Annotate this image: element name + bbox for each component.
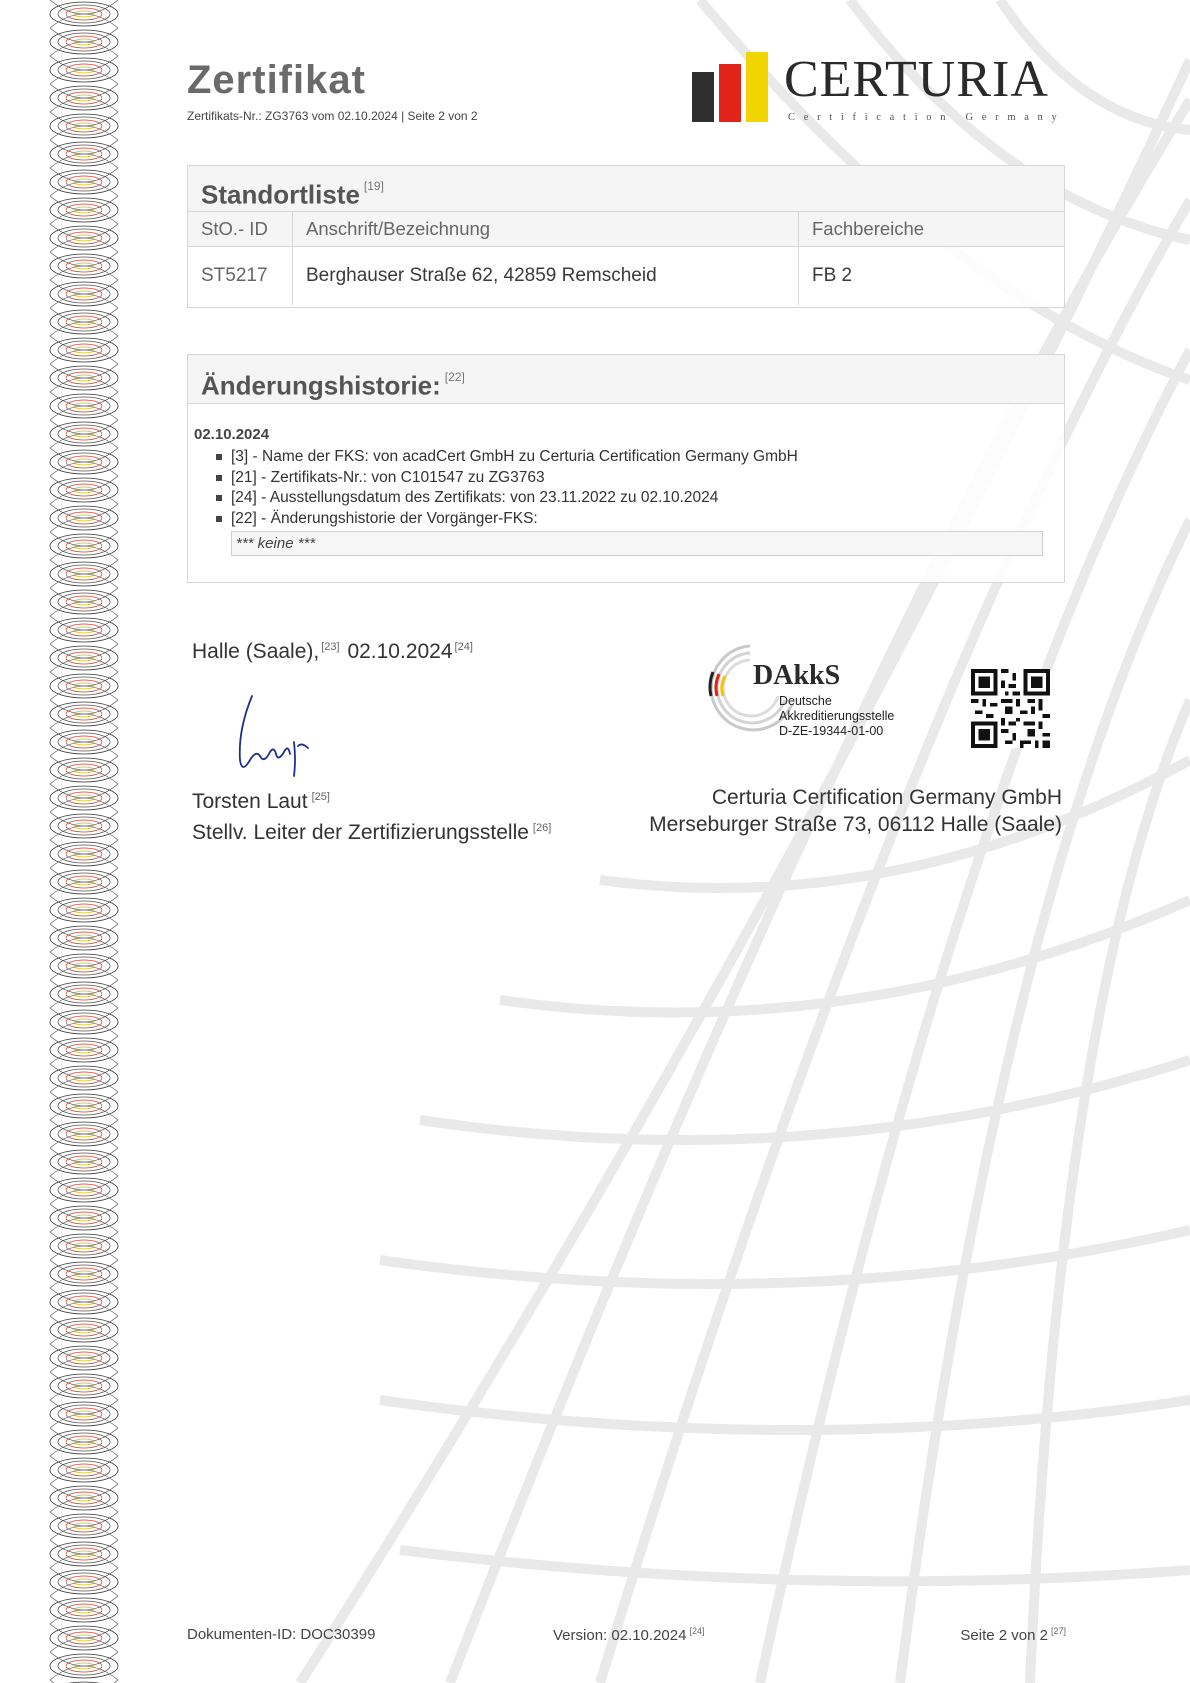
footer-document-id: Dokumenten-ID: DOC30399 <box>187 1626 376 1643</box>
column-header-areas: Fachbereiche <box>799 212 1065 247</box>
signer-role: Stellv. Leiter der Zertifizierungsstelle <box>192 821 529 844</box>
role-ref: [26] <box>532 822 552 834</box>
certificate-number: Zertifikats-Nr.: ZG3763 vom 02.10.2024 | Seite 2 von 2 <box>187 109 478 123</box>
footer-page-text: Seite 2 von 2 <box>960 1627 1048 1644</box>
location-list-title: Standortliste <box>201 179 360 210</box>
location-list-header <box>188 166 1064 212</box>
history-list <box>231 447 798 529</box>
footer-version <box>553 1626 704 1644</box>
dakks-name: DAkkS <box>753 660 841 691</box>
location-table <box>188 212 1064 305</box>
list-item: [21] - Zertifikats-Nr.: von C101547 zu ZG3763 <box>231 468 798 489</box>
dakks-accreditation-mark <box>695 636 915 746</box>
change-history-section <box>187 354 1065 583</box>
footer-page-ref: [27] <box>1050 1626 1066 1636</box>
signing-date: 02.10.2024 <box>347 640 453 663</box>
certuria-logo <box>692 52 1067 128</box>
issuer-address: Merseburger Straße 73, 06112 Halle (Saale) <box>649 813 1062 836</box>
issuer-block <box>649 784 1062 838</box>
list-item: [24] - Ausstellungsdatum des Zertifikats: von 23.11.2022 zu 02.10.2024 <box>231 488 798 509</box>
change-history-title: Änderungshistorie: <box>201 370 441 401</box>
location-areas: FB 2 <box>812 265 853 286</box>
place-date-line <box>192 640 475 664</box>
issuer-name: Certuria Certification Germany GmbH <box>711 786 1062 809</box>
dakks-line-1: Deutsche <box>779 694 832 708</box>
dakks-line-2: Akkreditierungsstelle <box>779 709 895 723</box>
dakks-accreditation-number: D-ZE-19344-01-00 <box>779 724 884 738</box>
footer-version-ref: [24] <box>689 1626 705 1636</box>
signer-ref: [25] <box>311 791 330 803</box>
list-item: [3] - Name der FKS: von acadCert GmbH zu Certuria Certification Germany GmbH <box>231 447 798 468</box>
location-id: ST5217 <box>188 247 293 306</box>
logo-bars-icon <box>692 52 772 122</box>
change-history-ref: [22] <box>444 370 465 384</box>
page-title: Zertifikat <box>187 58 366 102</box>
previous-history-box: *** keine *** <box>231 531 1043 556</box>
change-history-header <box>188 355 1064 404</box>
column-header-address: Anschrift/Bezeichnung <box>293 212 799 247</box>
date-ref: [24] <box>454 641 473 653</box>
location-list-ref: [19] <box>363 179 384 193</box>
table-row <box>188 247 1064 306</box>
logo-tagline: Certification Germany <box>788 112 1066 123</box>
footer-version-text: Version: 02.10.2024 <box>553 1627 687 1644</box>
place-label: Halle (Saale), <box>192 640 320 663</box>
logo-wordmark: CERTURIA <box>784 51 1049 108</box>
qr-code-icon[interactable] <box>971 669 1050 748</box>
location-list-section <box>187 165 1065 308</box>
list-item: [22] - Änderungshistorie der Vorgänger-FKS: <box>231 509 798 530</box>
place-ref: [23] <box>321 641 340 653</box>
table-header-row <box>188 212 1064 247</box>
location-address: Berghauser Straße 62, 42859 Remscheid <box>293 247 799 306</box>
signer-block <box>192 784 551 846</box>
column-header-id: StO.- ID <box>188 212 293 247</box>
history-date: 02.10.2024 <box>194 426 270 443</box>
handwritten-signature <box>228 690 328 780</box>
footer-page <box>960 1626 1066 1644</box>
signer-name: Torsten Laut <box>192 790 308 813</box>
